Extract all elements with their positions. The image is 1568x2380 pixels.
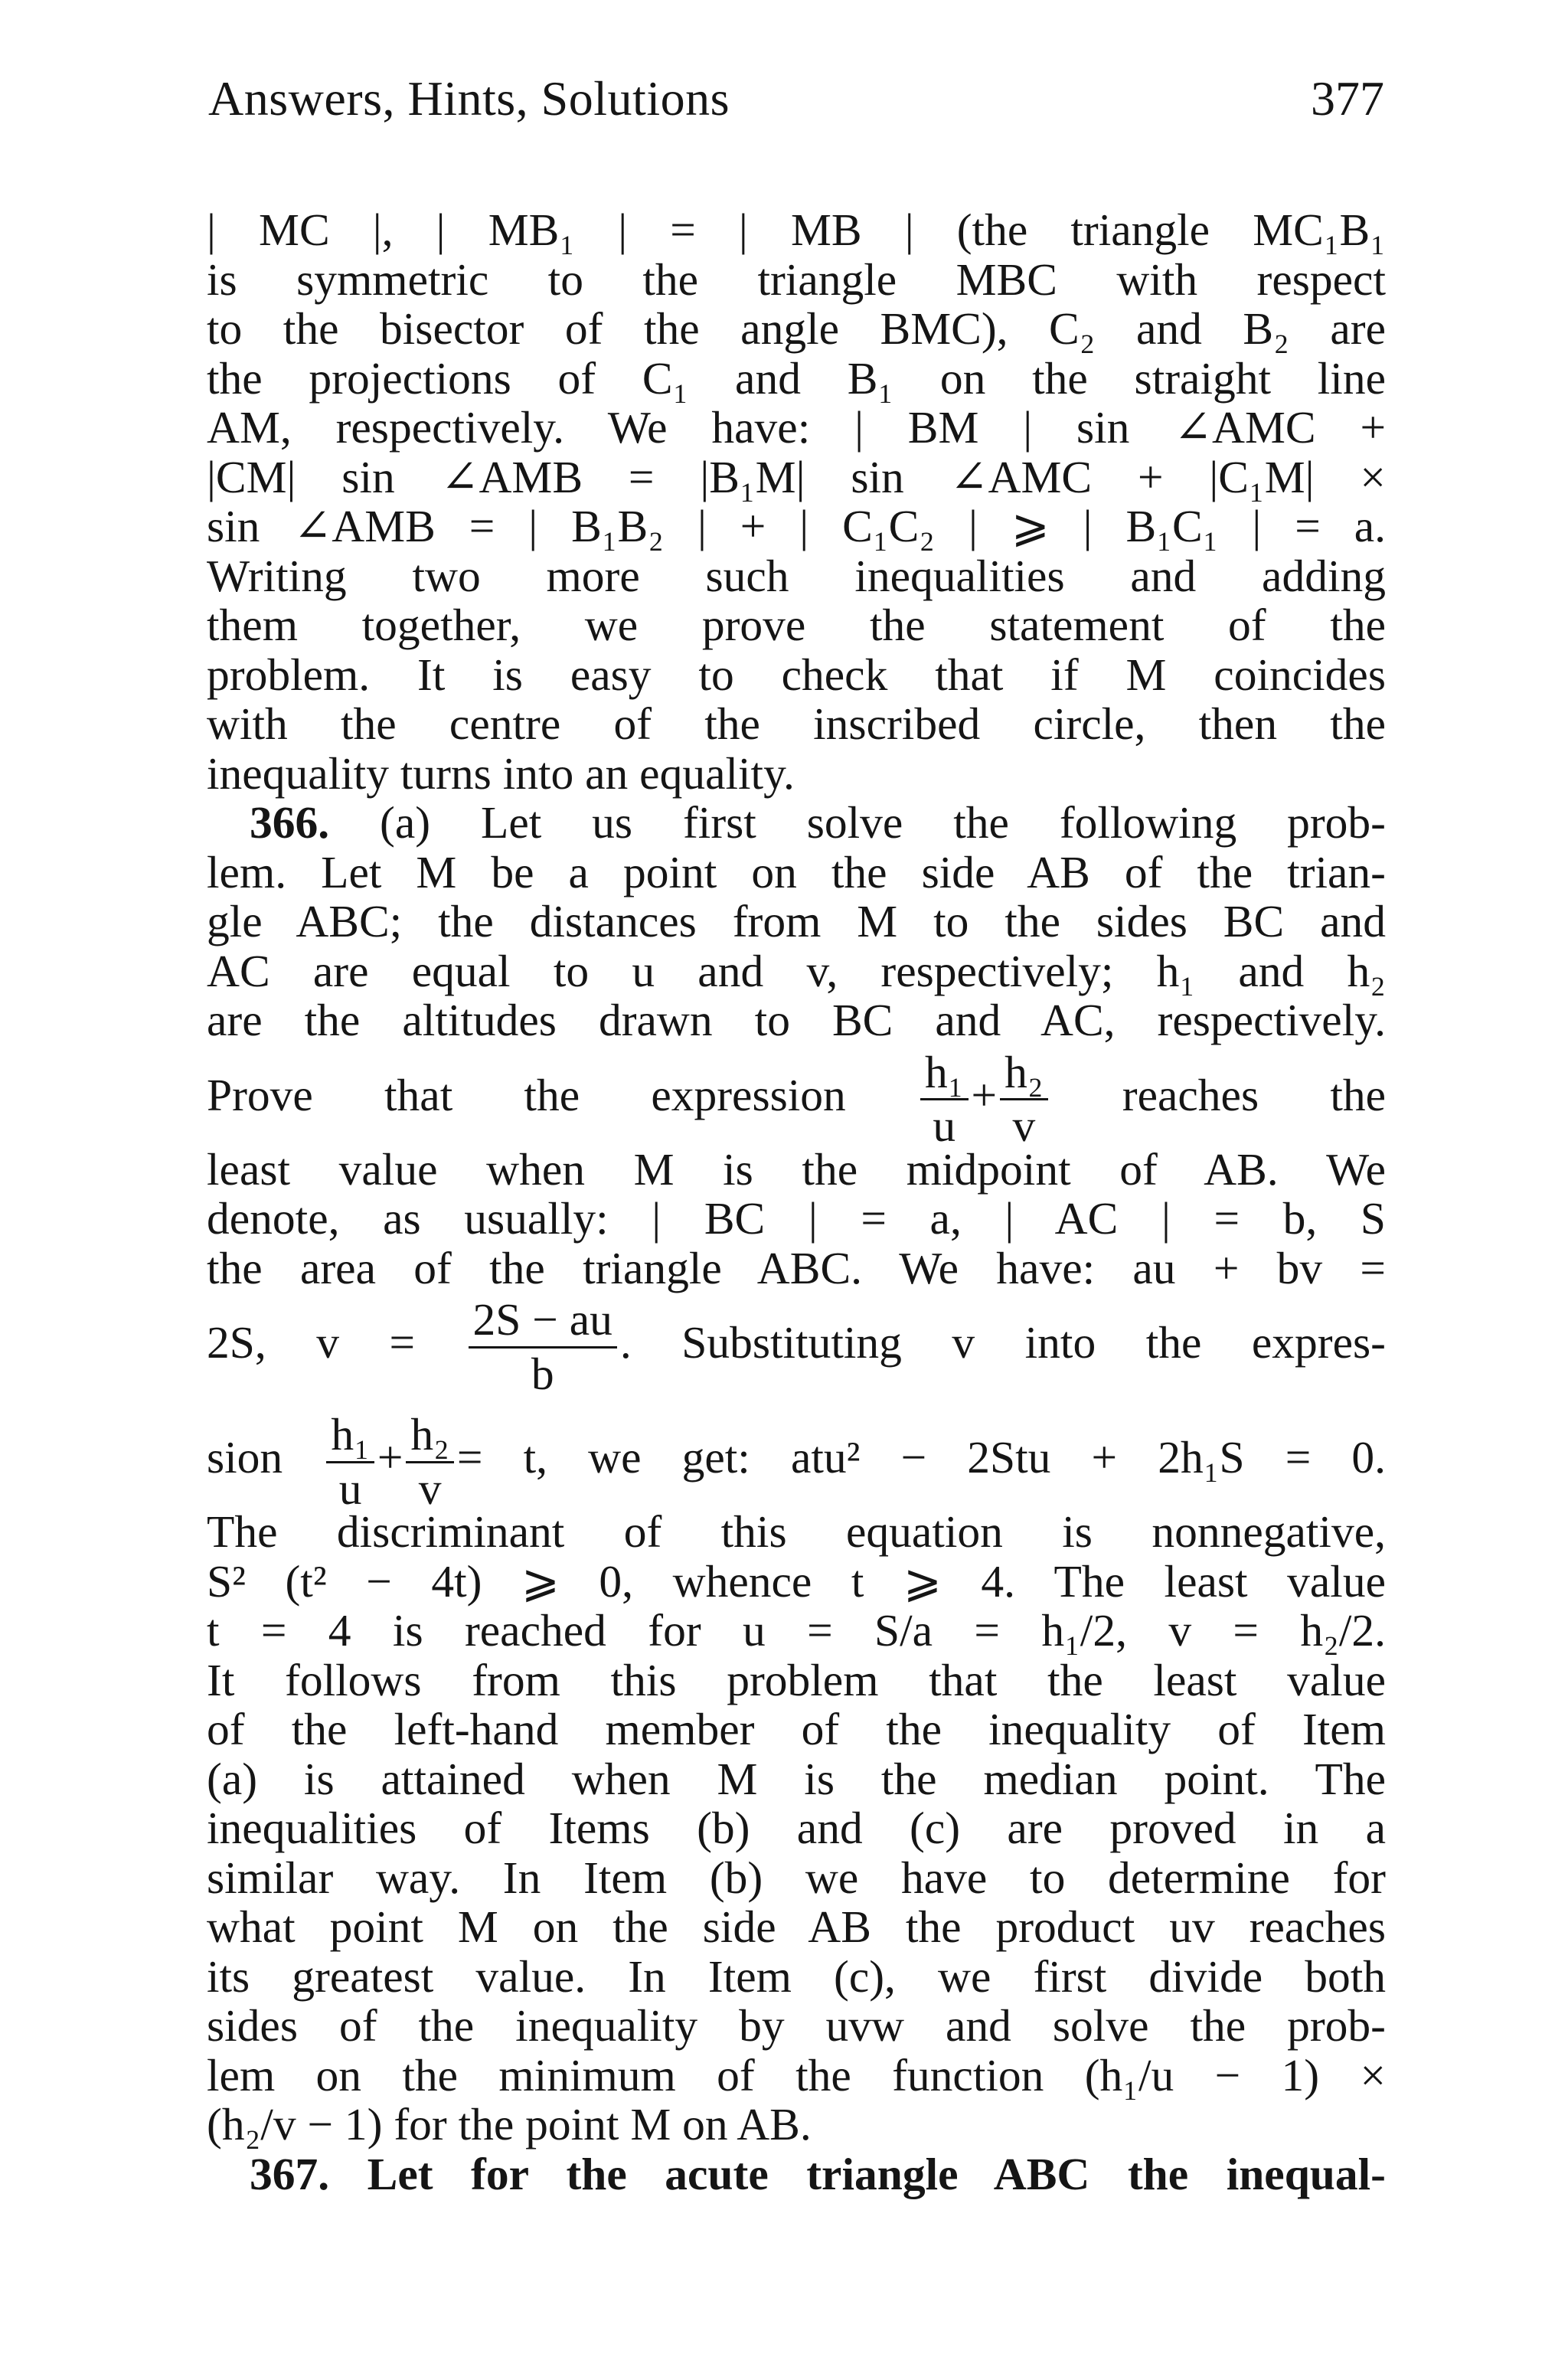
t-formula-line: [207, 1407, 1387, 1514]
text-line: sides of the inequality by uvw and solve the prob-: [207, 2000, 1386, 2051]
text-fragment: Let for the acute triangle ABC the inequal-: [329, 2148, 1386, 2199]
text-line: with the centre of the inscribed circle, then the: [207, 698, 1386, 749]
text-fragment: . Substituting v into the expres-: [619, 1317, 1386, 1368]
text-line: lem on the minimum of the function (h₁/u − 1) ×: [207, 2049, 1386, 2100]
fraction-denominator: u: [933, 1100, 956, 1152]
text-line: (h₂/v − 1) for the point M on AB.: [207, 2099, 812, 2150]
text-fragment: Prove that the expression: [207, 1069, 846, 1120]
plus-sign: +: [971, 1069, 998, 1120]
fraction-numerator: h₂: [1000, 1050, 1048, 1101]
page-header: [208, 70, 1384, 135]
fraction-h2-over-v: [1000, 1046, 1048, 1152]
text-line: the projections of C₁ and B₁ on the straight line: [207, 352, 1386, 404]
fraction-h1-over-u: [920, 1046, 969, 1152]
fraction-numerator: h₁: [326, 1412, 374, 1463]
text-line: lem. Let M be a point on the side AB of the trian-: [207, 846, 1386, 897]
text-line: them together, we prove the statement of the: [207, 600, 1386, 650]
v-formula-line: [207, 1293, 1386, 1407]
fraction-h2-over-v: [406, 1409, 454, 1514]
problem-number: 367.: [250, 2148, 330, 2199]
text-line: inequality turns into an equality.: [207, 747, 795, 799]
text-fragment: = t, we get: atu² − 2Stu + 2h₁S = 0.: [456, 1432, 1387, 1483]
text-line: the area of the triangle ABC. We have: au + bv =: [207, 1242, 1386, 1293]
page-number: 377: [1311, 71, 1384, 126]
fraction-denominator: v: [1012, 1100, 1036, 1152]
text-line: The discriminant of this equation is nonnegative,: [207, 1506, 1386, 1557]
page-body: [207, 205, 1386, 2199]
text-line: t = 4 is reached for u = S/a = h₁/2, v = h₂/2.: [207, 1605, 1386, 1656]
text-line: problem. It is easy to check that if M coincides: [207, 649, 1386, 700]
plus-sign: +: [377, 1432, 403, 1483]
text-line: is symmetric to the triangle MBC with respect: [207, 253, 1386, 305]
text-line: It follows from this problem that the least value: [207, 1654, 1386, 1705]
text-line: S² (t² − 4t) ⩾ 0, whence t ⩾ 4. The least value: [207, 1555, 1386, 1607]
text-line: least value when M is the midpoint of AB. We: [207, 1143, 1386, 1195]
text-line: AC are equal to u and v, respectively; h₁ and h₂: [207, 945, 1386, 996]
fraction-numerator: 2S − au: [469, 1297, 617, 1349]
fraction-denominator: u: [338, 1463, 362, 1514]
text-line: are the altitudes drawn to BC and AC, respectively.: [207, 995, 1386, 1045]
text-fragment: sion: [207, 1432, 283, 1483]
text-line: sin ∠AMB = | B₁B₂ | + | C₁C₂ | ⩾ | B₁C₁ | = a.: [207, 501, 1386, 551]
fraction-denominator: b: [531, 1348, 554, 1399]
text-line: of the left-hand member of the inequality of Item: [207, 1704, 1386, 1754]
fraction-numerator: h₁: [920, 1050, 969, 1101]
text-line: gle ABC; the distances from M to the sides BC and: [207, 896, 1386, 946]
expression-line: [207, 1045, 1387, 1152]
text-fragment: reaches the: [1122, 1069, 1387, 1120]
text-line: |CM| sin ∠AMB = |B₁M| sin ∠AMC + |C₁M| ×: [207, 451, 1386, 502]
fraction-h1-over-u: [326, 1409, 374, 1514]
text-fragment: (a) Let us first solve the following prob-: [329, 797, 1386, 848]
text-fragment: 2S, v =: [207, 1317, 416, 1368]
text-line: inequalities of Items (b) and (c) are proved in a: [207, 1803, 1386, 1853]
text-line: | MC |, | MB₁ | = | MB | (the triangle MC₁B₁: [207, 204, 1386, 255]
problem-367-first-line: [207, 2150, 1386, 2199]
text-line: its greatest value. In Item (c), we first divide both: [207, 1950, 1386, 2002]
problem-366-first-line: [207, 798, 1386, 848]
fraction-2s-minus-au-over-b: [469, 1294, 617, 1399]
fraction-numerator: h₂: [406, 1412, 454, 1463]
text-line: denote, as usually: | BC | = a, | AC | = b, S: [207, 1193, 1386, 1244]
running-title: Answers, Hints, Solutions: [208, 71, 730, 126]
text-line: what point M on the side AB the product uv reaches: [207, 1901, 1386, 1952]
text-line: similar way. In Item (b) we have to determine for: [207, 1852, 1386, 1903]
fraction-denominator: v: [418, 1463, 442, 1514]
problem-number: 366.: [250, 797, 330, 848]
text-line: (a) is attained when M is the median point. The: [207, 1753, 1386, 1804]
text-line: AM, respectively. We have: | BM | sin ∠AMC +: [207, 402, 1386, 453]
text-line: to the bisector of the angle BMC), C₂ and B₂ are: [207, 303, 1386, 354]
text-line: Writing two more such inequalities and adding: [207, 550, 1386, 601]
